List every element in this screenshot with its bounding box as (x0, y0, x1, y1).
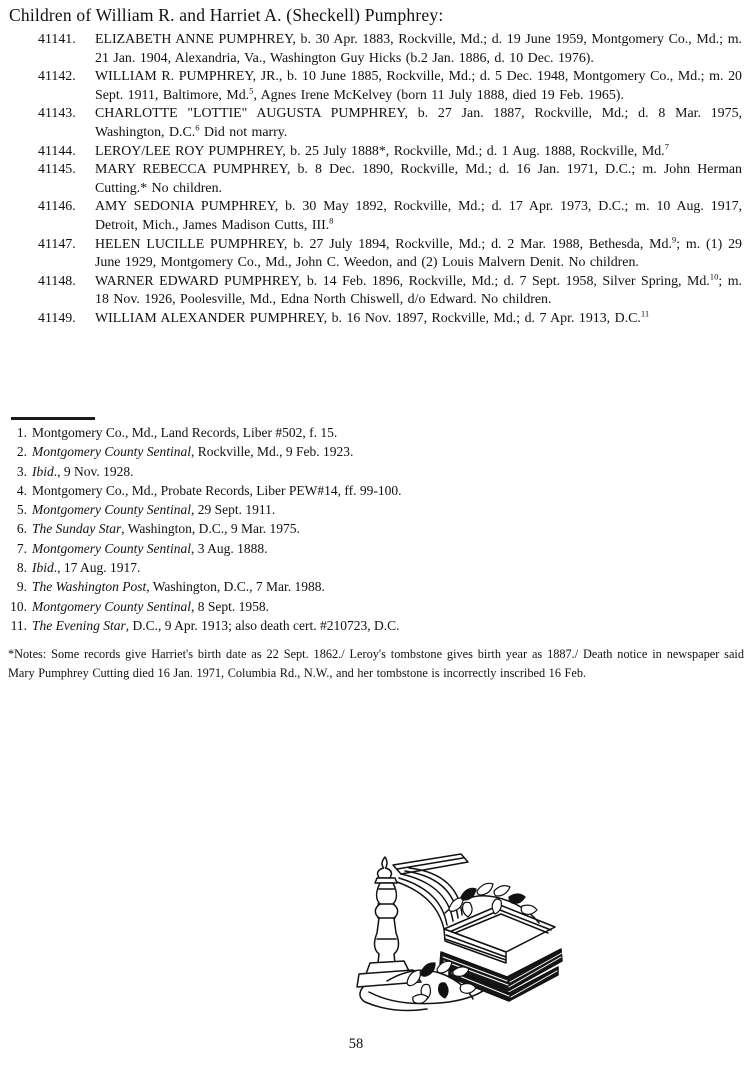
genealogy-entry (38, 31, 742, 68)
entry-number: 41148. (38, 273, 76, 289)
footnote-reference: 11 (640, 308, 650, 319)
entry-number: 41149. (38, 310, 76, 326)
entry-text: LEROY/LEE ROY PUMPHREY, b. 25 July 1888*, Rockville, Md.; d. 1 Aug. 1888, Rockville, Md.$^7$ (95, 140, 669, 159)
footnote-reference: 5 (249, 85, 254, 96)
source-title: The Washington Post (32, 579, 147, 595)
footnote-item (8, 577, 738, 596)
footnote-text: Montgomery Co., Md., Probate Records, Liber PEW#14, ff. 99-100. (32, 482, 402, 498)
entry-number: 41147. (38, 236, 76, 252)
footnote-item (8, 519, 738, 538)
footnote-number: 8. (16, 560, 27, 576)
footnote-text: The Washington Post, Washington, D.C., 7 Mar. 1988. (32, 579, 325, 595)
footnote-item (8, 423, 738, 442)
footnote-text: Montgomery County Sentinal, 3 Aug. 1888. (32, 540, 268, 556)
footnote-text: Montgomery County Sentinal, 29 Sept. 1911. (32, 502, 276, 518)
footnote-number: 10. (10, 598, 27, 614)
footnote-text: Ibid., 17 Aug. 1917. (32, 560, 141, 576)
entry-number: 41143. (38, 106, 76, 122)
entry-text: ELIZABETH ANNE PUMPHREY, b. 30 Apr. 1883, Rockville, Md.; d. 19 June 1959, Montgomery Co., Md.; m. 21 Jan. 1904, Alexandria, Va., Washington Guy Hicks (b.2 Jan. 1886, d. 10 Dec. 1976). (95, 32, 742, 66)
footnote-item (8, 442, 738, 461)
footnote-reference: 7 (664, 140, 669, 151)
footnote-number: 11. (10, 617, 27, 633)
footnote-number: 7. (16, 540, 27, 556)
genealogy-entry (38, 310, 742, 329)
entry-text: WILLIAM R. PUMPHREY, JR., b. 10 June 1885, Rockville, Md.; d. 5 Dec. 1948, Montgomery Co., Md.; m. 20 Sept. 1911, Baltimore, Md.$^5$, Agnes Irene McKelvey (born 11 July 1888, died 19 Feb. 1965). (95, 69, 742, 103)
footnote-list (8, 423, 738, 635)
footnote-item (8, 597, 738, 616)
entry-number: 41145. (38, 162, 76, 178)
footnote-number: 4. (16, 482, 27, 498)
notes-paragraph: *Notes: Some records give Harriet's birth date as 22 Sept. 1862./ Leroy's tombstone gives birth year as 1887./ Death notice in newspaper said Mary Pumphrey Cutting died 16 Jan. 1971, Columbia Rd., N.W., and her tombstone is incorrectly inscribed 16 Feb. (8, 647, 744, 681)
footnote-item (8, 558, 738, 577)
footnote-reference: 9 (671, 233, 677, 244)
genealogy-entry (38, 68, 742, 105)
genealogy-entry (38, 198, 742, 235)
footnote-item (8, 481, 738, 500)
footnote-text: Montgomery Co., Md., Land Records, Liber #502, f. 15. (32, 425, 338, 440)
footnote-text: Montgomery County Sentinal, Rockville, Md., 9 Feb. 1923. (32, 444, 354, 460)
source-title: Montgomery County Sentinal (32, 540, 191, 556)
entry-text: AMY SEDONIA PUMPHREY, b. 30 May 1892, Rockville, Md.; d. 17 Apr. 1973, D.C.; m. 10 Aug. 1917, Detroit, Mich., James Madison Cutts, III.$^8$ (95, 199, 742, 233)
source-title: The Evening Star (32, 617, 126, 633)
source-title: Montgomery County Sentinal (32, 444, 191, 460)
source-title: The Sunday Star (32, 521, 122, 537)
open-book-engraving-icon (349, 851, 565, 1015)
entry-number: 41142. (38, 69, 76, 85)
entry-text: WARNER EDWARD PUMPHREY, b. 14 Feb. 1896, Rockville, Md.; d. 7 Sept. 1958, Silver Spring, Md.$^{10}$; m. 18 Nov. 1926, Poolesville, Md., Edna North Chiswell, d/o Edward. No children. (95, 271, 743, 308)
source-title: Ibid (32, 463, 54, 479)
footnote-number: 1. (16, 425, 27, 440)
source-title: Ibid (32, 560, 54, 576)
footnote-divider (11, 417, 95, 420)
entry-number: 41146. (38, 199, 76, 215)
footnote-text: The Evening Star, D.C., 9 Apr. 1913; also death cert. #210723, D.C. (32, 617, 400, 633)
footnote-number: 3. (16, 463, 27, 479)
footnote-item (8, 462, 738, 481)
genealogy-entry (38, 161, 742, 198)
footnote-number: 6. (16, 521, 27, 537)
footnote-text: Ibid., 9 Nov. 1928. (32, 463, 134, 479)
footnote-item (8, 616, 738, 635)
page-title: Children of William R. and Harriet A. (Sheckell) Pumphrey: (9, 5, 444, 25)
book-flowers-illustration (349, 851, 565, 1015)
page-number: 58 (348, 1036, 364, 1052)
footnote-text: The Sunday Star, Washington, D.C., 9 Mar. 1975. (32, 521, 300, 537)
footnote-item (8, 539, 738, 558)
entry-number: 41141. (38, 32, 76, 47)
genealogy-entry (38, 273, 742, 310)
footnote-reference: 6 (195, 122, 200, 133)
genealogy-entry (38, 105, 742, 142)
footnote-text: Montgomery County Sentinal, 8 Sept. 1958. (32, 598, 269, 614)
entry-number: 41144. (38, 143, 76, 159)
footnote-number: 2. (16, 444, 27, 460)
entry-text: HELEN LUCILLE PUMPHREY, b. 27 July 1894, Rockville, Md.; d. 2 Mar. 1988, Bethesda, Md.$^9$; m. (1) 29 June 1929, Montgomery Co., Md., John C. Weedon, and (2) Louis Malvern Denit. No children. (95, 233, 742, 271)
genealogy-entry (38, 233, 742, 273)
footnote-reference: 10 (709, 271, 719, 282)
entry-text: CHARLOTTE "LOTTIE" AUGUSTA PUMPHREY, b. 27 Jan. 1887, Rockville, Md.; d. 8 Mar. 1975, Washington, D.C.$^6$ Did not marry. (95, 106, 742, 140)
footnote-reference: 8 (329, 215, 334, 226)
footnote-number: 9. (16, 579, 27, 595)
entry-text: MARY REBECCA PUMPHREY, b. 8 Dec. 1890, Rockville, Md.; d. 16 Jan. 1971, D.C.; m. John Herman Cutting.* No children. (95, 162, 742, 196)
source-title: Montgomery County Sentinal (32, 502, 191, 518)
footnote-item (8, 500, 738, 519)
footnote-number: 5. (16, 502, 27, 518)
source-title: Montgomery County Sentinal (32, 598, 191, 614)
genealogy-entry (38, 140, 742, 162)
children-entry-list (38, 31, 742, 329)
entry-text: WILLIAM ALEXANDER PUMPHREY, b. 16 Nov. 1897, Rockville, Md.; d. 7 Apr. 1913, D.C.$^{11}$ (95, 308, 650, 326)
